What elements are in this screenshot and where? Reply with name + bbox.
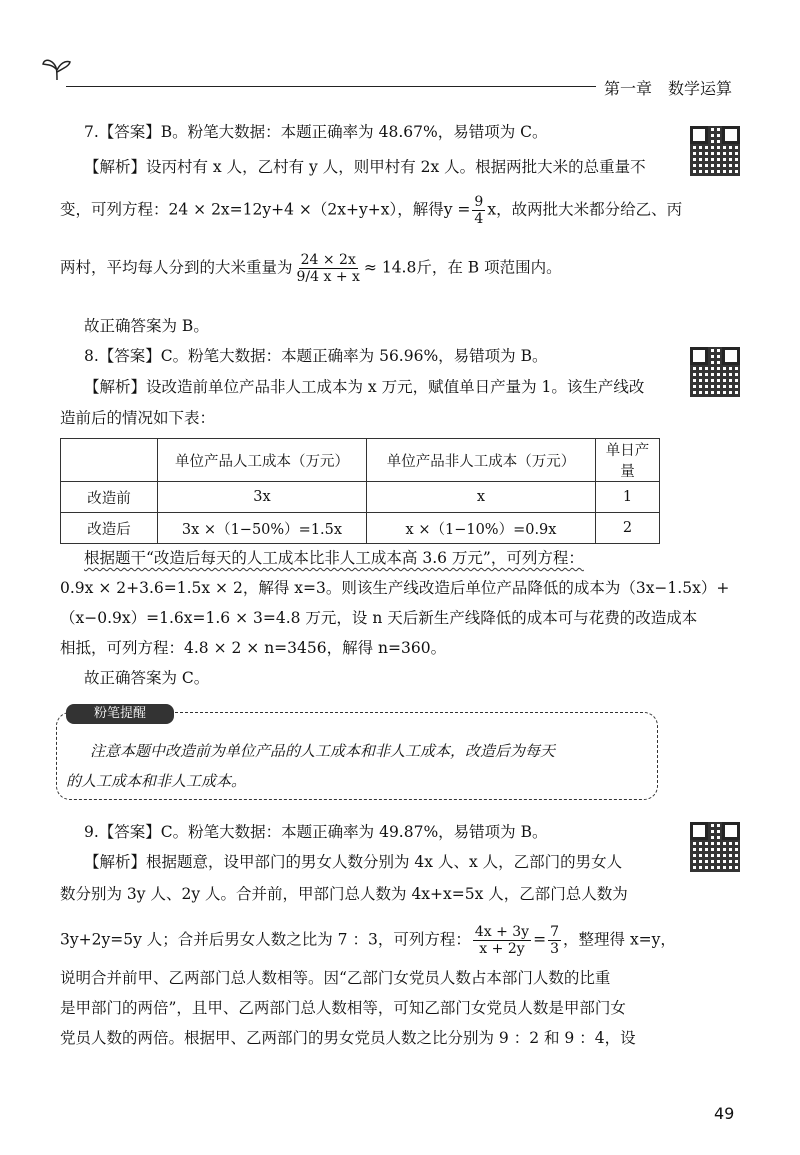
q8-analysis-line2: 造前后的情况如下表： [60,409,216,427]
table-cell: 改造后 [61,513,158,544]
q9-analysis-line5: 是甲部门的两倍”，且甲、乙两部门总人数相等，可知乙部门女党员人数是甲部门女 [60,999,626,1017]
qr-code-icon [690,822,740,872]
q8-analysis-line1: 【解析】设改造前单位产品非人工成本为 x 万元，赋值单日产量为 1。该生产线改 [84,378,645,396]
table-cell: 3x [158,482,367,513]
header-rule [66,86,596,87]
q8-conclusion: 故正确答案为 C。 [84,669,210,687]
q8-paragraph-line3: （x−0.9x）=1.6x=1.6 × 3=4.8 万元，设 n 天后新生产线降低的成本可与花费的改造成本 [60,609,698,627]
q7-analysis-line3: 两村，平均每人分到的大米重量为 $\frac{24 \times 2x}{9/4 x + x}$ ≈ 14.8斤，在 B 项范围内。 [60,252,562,285]
q9-analysis-line2: 数分别为 3y 人、2y 人。合并前，甲部门总人数为 4x+x=5x 人，乙部门总人数为 [60,885,628,903]
table-header-cell: 单位产品人工成本（万元） [158,439,367,482]
q9-analysis-line3: 3y+2y=5y 人；合并后男女人数之比为 7 ：3，可列方程： $\frac{4x + 3y}{x + 2y}$ = $\frac{7}{3}$ ，整理得 x=y， [60,924,676,957]
qr-code-icon [690,347,740,397]
q9-fraction-right: $\frac{7}{3}$ [550,924,560,957]
q9-answer: 9.【答案】C。粉笔大数据：本题正确率为 49.87%，易错项为 B。 [84,823,548,841]
table-cell: 改造前 [61,482,158,513]
table-cell: x ×（1−10%）=0.9x [367,513,596,544]
q7-fraction: $\frac{9}{4}$ [474,194,484,227]
sprout-icon [40,56,74,86]
qr-code-icon [690,126,740,176]
q8-paragraph-line2: 0.9x × 2+3.6=1.5x × 2，解得 x=3。则该生产线改造后单位产品降低的成本为（3x−1.5x）+ [60,579,730,597]
q9-fraction-left: $\frac{4x + 3y}{x + 2y}$ [474,924,530,957]
q7-conclusion: 故正确答案为 B。 [84,317,209,335]
q8-paragraph-line4: 相抵，可列方程：4.8 × 2 × n=3456，解得 n=360。 [60,639,447,657]
table-header-cell: 单日产量 [596,439,660,482]
q8-paragraph-line1: 根据题干“改造后每天的人工成本比非人工成本高 3.6 万元”，可列方程： [84,549,584,567]
table-header-cell: 单位产品非人工成本（万元） [367,439,596,482]
q7-answer: 7.【答案】B。粉笔大数据：本题正确率为 48.67%，易错项为 C。 [84,123,548,141]
q9-analysis-line4: 说明合并前甲、乙两部门总人数相等。因“乙部门女党员人数占本部门人数的比重 [60,969,611,987]
q7-analysis-line2: 变，可列方程：24 × 2x=12y+4 ×（2x+y+x），解得y = $\frac{9}{4}$ x，故两批大米都分给乙、丙 [60,194,683,227]
chapter-title: 第一章 数学运算 [604,79,733,98]
q9-analysis-line6: 党员人数的两倍。根据甲、乙两部门的男女党员人数之比分别为 9 ：2 和 9 ：4，设 [60,1029,636,1047]
table-header-row [61,439,660,482]
reminder-tag: 粉笔提醒 [66,704,174,724]
table-cell: 1 [596,482,660,513]
q8-table [60,438,660,544]
reminder-line1: 注意本题中改造前为单位产品的人工成本和非人工成本，改造后为每天 [90,742,556,760]
table-cell: 2 [596,513,660,544]
q7-weight-fraction: $\frac{24 \times 2x}{9/4 x + x}$ [296,252,360,285]
reminder-line2: 的人工成本和非人工成本。 [66,772,247,790]
table-header-cell [61,439,158,482]
q8-answer: 8.【答案】C。粉笔大数据：本题正确率为 56.96%，易错项为 B。 [84,347,548,365]
page-number: 49 [714,1104,735,1123]
table-row [61,513,660,544]
q7-analysis-line1: 【解析】设丙村有 x 人，乙村有 y 人，则甲村有 2x 人。根据两批大米的总重量不 [84,158,646,176]
table-row [61,482,660,513]
table-cell: 3x ×（1−50%）=1.5x [158,513,367,544]
table-cell: x [367,482,596,513]
q9-analysis-line1: 【解析】根据题意，设甲部门的男女人数分别为 4x 人、x 人，乙部门的男女人 [84,853,623,871]
